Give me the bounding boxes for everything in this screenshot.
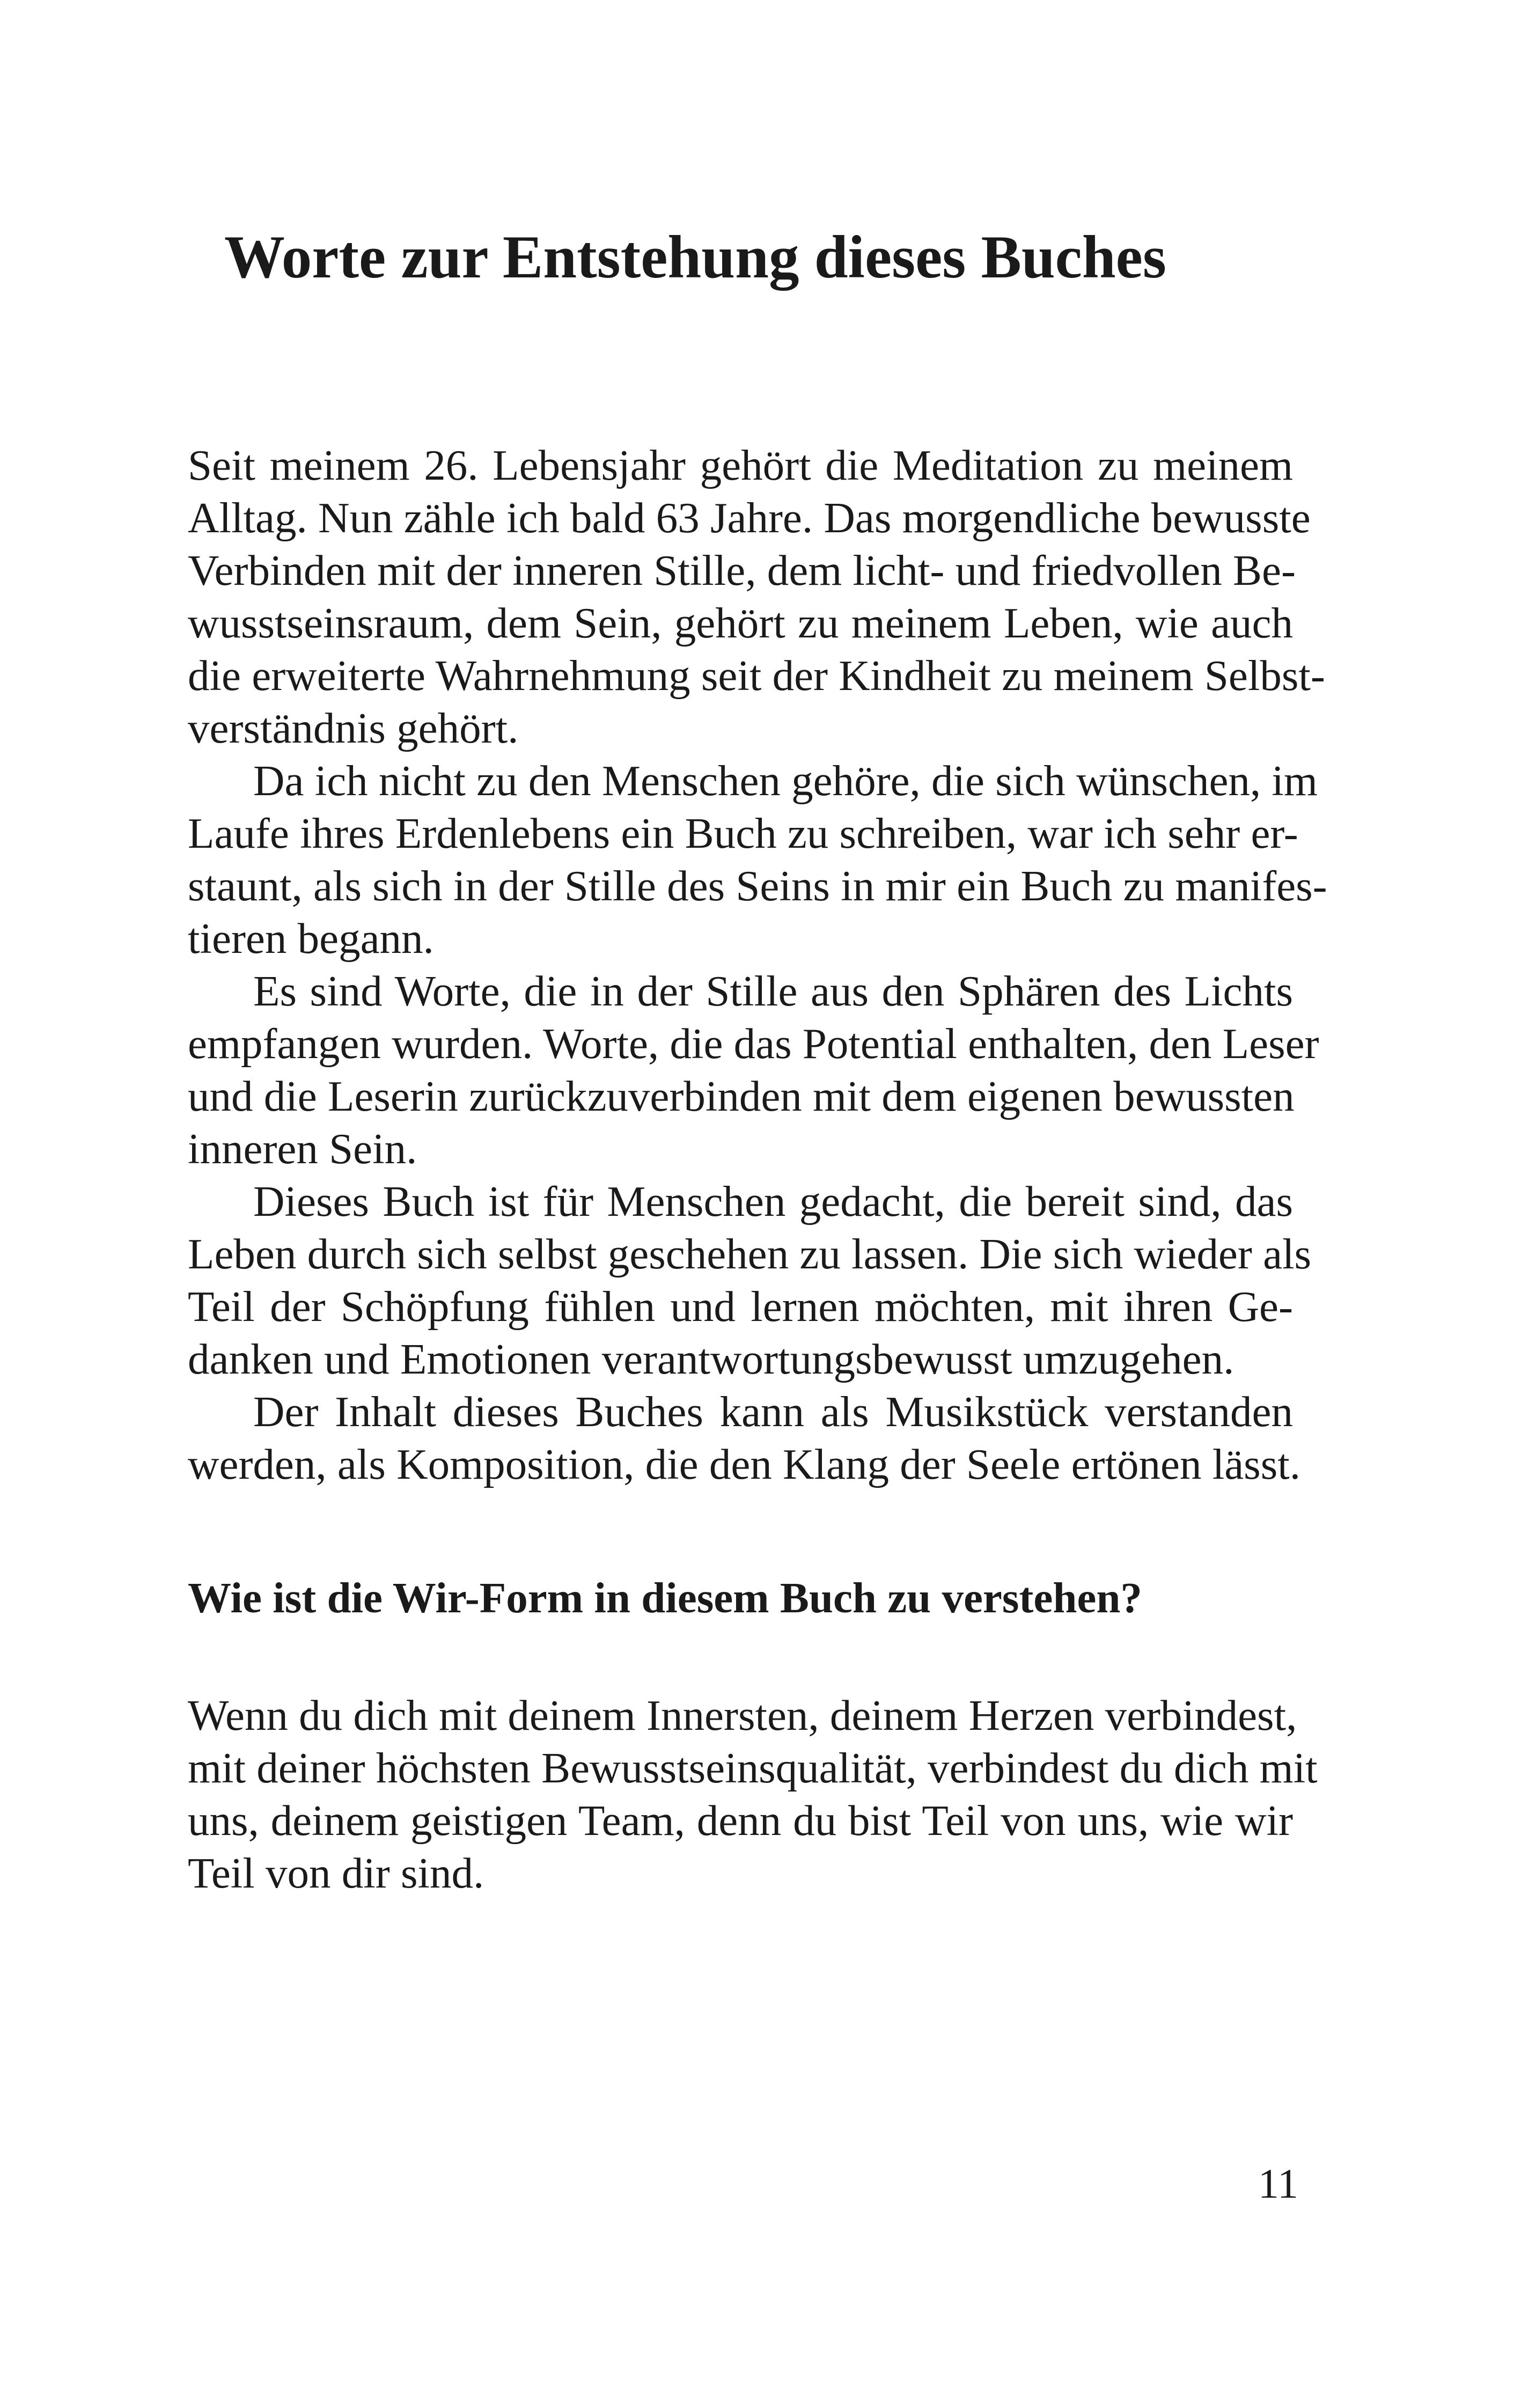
text-line: verständnis gehört.	[188, 704, 519, 752]
text-line: Teil von dir sind.	[188, 1849, 484, 1897]
text-line: Leben durch sich selbst geschehen zu lassen. Die sich wieder als	[188, 1230, 1312, 1278]
text-line: Dieses Buch ist für Menschen gedacht, die bereit sind, das	[253, 1177, 1293, 1225]
page-number: 11	[1258, 2160, 1298, 2207]
text-line: Verbinden mit der inneren Stille, dem licht- und friedvollen Be-	[188, 546, 1296, 594]
text-line: und die Leserin zurückzuverbinden mit dem eigenen bewussten	[188, 1072, 1295, 1120]
section-heading: Wie ist die Wir-Form in diesem Buch zu verstehen?	[188, 1574, 1142, 1622]
section-paragraph	[188, 1689, 1318, 1899]
text-line: Seit meinem 26. Lebensjahr gehört die Meditation zu meinem	[188, 441, 1293, 489]
text-line: Laufe ihres Erdenlebens ein Buch zu schreiben, war ich sehr er-	[188, 809, 1298, 857]
text-line: werden, als Komposition, die den Klang der Seele ertönen lässt.	[188, 1440, 1300, 1488]
paragraph-3	[188, 965, 1319, 1175]
text-line: Der Inhalt dieses Buches kann als Musikstück verstanden	[253, 1387, 1293, 1436]
text-line: Wenn du dich mit deinem Innersten, deinem Herzen verbindest,	[188, 1691, 1297, 1739]
text-line: Alltag. Nun zähle ich bald 63 Jahre. Das morgendliche bewusste	[188, 494, 1311, 542]
paragraph-1	[188, 439, 1325, 754]
paragraph-5	[188, 1385, 1300, 1491]
text-line: danken und Emotionen verantwortungsbewusst umzugehen.	[188, 1335, 1235, 1383]
page-title: Worte zur Entstehung dieses Buches	[224, 224, 1166, 291]
paragraph-2	[188, 754, 1327, 965]
text-line: empfangen wurden. Worte, die das Potential enthalten, den Leser	[188, 1019, 1319, 1068]
text-line: die erweiterte Wahrnehmung seit der Kindheit zu meinem Selbst-	[188, 651, 1325, 700]
text-line: mit deiner höchsten Bewusstseinsqualität, verbindest du dich mit	[188, 1744, 1318, 1792]
text-line: tieren begann.	[188, 914, 434, 963]
text-line: Es sind Worte, die in der Stille aus den Sphären des Lichts	[253, 967, 1293, 1015]
text-line: staunt, als sich in der Stille des Seins in mir ein Buch zu manifes-	[188, 862, 1327, 910]
text-line: Da ich nicht zu den Menschen gehöre, die sich wünschen, im	[253, 757, 1318, 805]
text-line: uns, deinem geistigen Team, denn du bist Teil von uns, wie wir	[188, 1796, 1293, 1845]
text-line: Teil der Schöpfung fühlen und lernen möchten, mit ihren Ge-	[188, 1282, 1293, 1331]
paragraph-4	[188, 1175, 1312, 1385]
text-line: inneren Sein.	[188, 1125, 417, 1173]
text-line: wusstseinsraum, dem Sein, gehört zu meinem Leben, wie auch	[188, 599, 1293, 647]
